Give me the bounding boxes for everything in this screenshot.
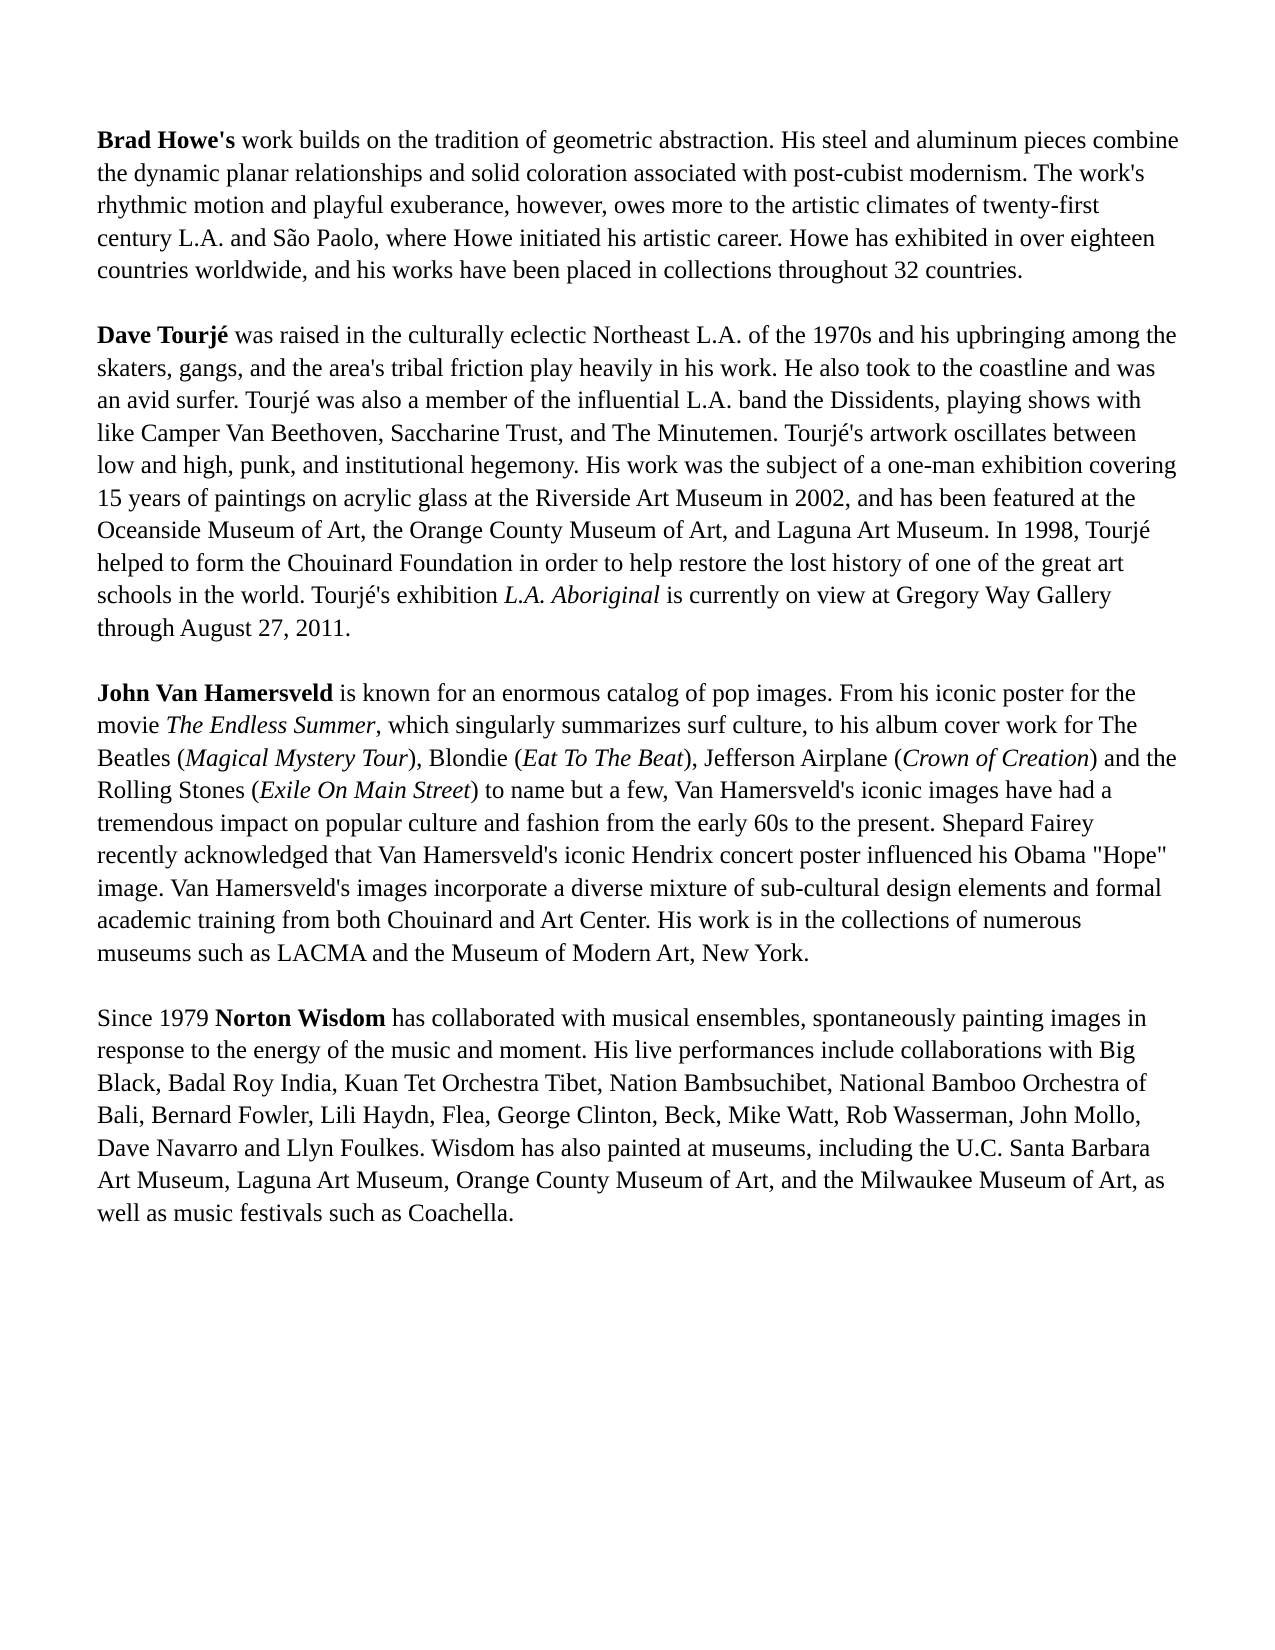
text-run: Crown of Creation bbox=[902, 744, 1090, 772]
text-run: ) to name but a few, Van Hamersveld's iconic images have had a tremendous impact on popular culture and fashion from the early 60s to the present. Shepard Fairey recently acknowledged that Van Hamersveld's iconic Hendrix concert poster influenced his Obama "Hope" image. Van Hamersveld's images incorporate a diverse mixture of sub-cultural design elements and formal academic training from both Chouinard and Art Center. His work is in the collections of numerous museums such as LACMA and the Museum of Modern Art, New York. bbox=[97, 777, 1167, 967]
text-run: Exile On Main Street bbox=[259, 777, 471, 804]
text-run: work builds on the tradition of geometric abstraction. His steel and aluminum pieces combine the dynamic planar relationships and solid coloration associated with post-cubist modernism. The work's rhythmic motion and playful exuberance, however, owes more to the artistic climates of twenty-first century L.A. and São Paolo, where Howe initiated his artistic career. Howe has exhibited in over eighteen countries worldwide, and his works have been placed in collections throughout 32 countries. bbox=[97, 127, 1179, 284]
paragraph bbox=[97, 1003, 1180, 1231]
text-run: is known for an enormous catalog of pop images. From his iconic poster for the movie bbox=[97, 679, 1136, 739]
text-run: , which singularly summarizes surf culture, to his album cover work for The Beatles ( bbox=[97, 712, 1138, 772]
text-run: ) and the Rolling Stones ( bbox=[97, 744, 1177, 804]
text-run: has collaborated with musical ensembles, spontaneously painting images in response to the energy of the music and moment. His live performances include collaborations with Big Black, Badal Roy India, Kuan Tet Orchestra Tibet, Nation Bambsuchibet, National Bamboo Orchestra of Bali, Bernard Fowler, Lili Haydn, Flea, George Clinton, Beck, Mike Watt, Rob Wasserman, John Mollo, Dave Navarro and Llyn Foulkes. Wisdom has also painted at museums, including the U.C. Santa Barbara Art Museum, Laguna Art Museum, Orange County Museum of Art, and the Milwaukee Museum of Art, as well as music festivals such as Coachella. bbox=[97, 1004, 1165, 1227]
paragraph bbox=[97, 320, 1180, 645]
text-run: The Endless Summer bbox=[165, 712, 376, 739]
paragraph bbox=[97, 678, 1180, 971]
text-run: Norton Wisdom bbox=[215, 1004, 386, 1032]
text-run: Magical Mystery Tour bbox=[185, 744, 408, 772]
text-run: ), Blondie ( bbox=[407, 744, 523, 772]
text-run: Dave Tourjé bbox=[97, 322, 229, 349]
text-run: Since 1979 bbox=[97, 1004, 216, 1032]
text-run: L.A. Aboriginal bbox=[504, 582, 660, 609]
text-run: Brad Howe's bbox=[97, 127, 236, 154]
text-run: John Van Hamersveld bbox=[97, 679, 334, 707]
text-run: Eat To The Beat bbox=[522, 744, 684, 772]
text-run: ), Jefferson Airplane ( bbox=[683, 744, 903, 772]
text-run: is currently on view at Gregory Way Gallery through August 27, 2011. bbox=[97, 582, 1112, 642]
paragraph bbox=[97, 125, 1180, 288]
text-run: was raised in the culturally eclectic Northeast L.A. of the 1970s and his upbringing among the skaters, gangs, and the area's tribal friction play heavily in his work. He also took to the coastline and was an avid surfer. Tourjé was also a member of the influential L.A. band the Dissidents, playing shows with like Camper Van Beethoven, Saccharine Trust, and The Minutemen. Tourjé's artwork oscillates between low and high, punk, and institutional hegemony. His work was the subject of a one-man exhibition covering 15 years of paintings on acrylic glass at the Riverside Art Museum in 2002, and has been featured at the Oceanside Museum of Art, the Orange County Museum of Art, and Laguna Art Museum. In 1998, Tourjé helped to form the Chouinard Foundation in order to help restore the lost history of one of the great art schools in the world. Tourjé's exhibition bbox=[97, 322, 1177, 609]
document-body bbox=[97, 125, 1180, 1230]
